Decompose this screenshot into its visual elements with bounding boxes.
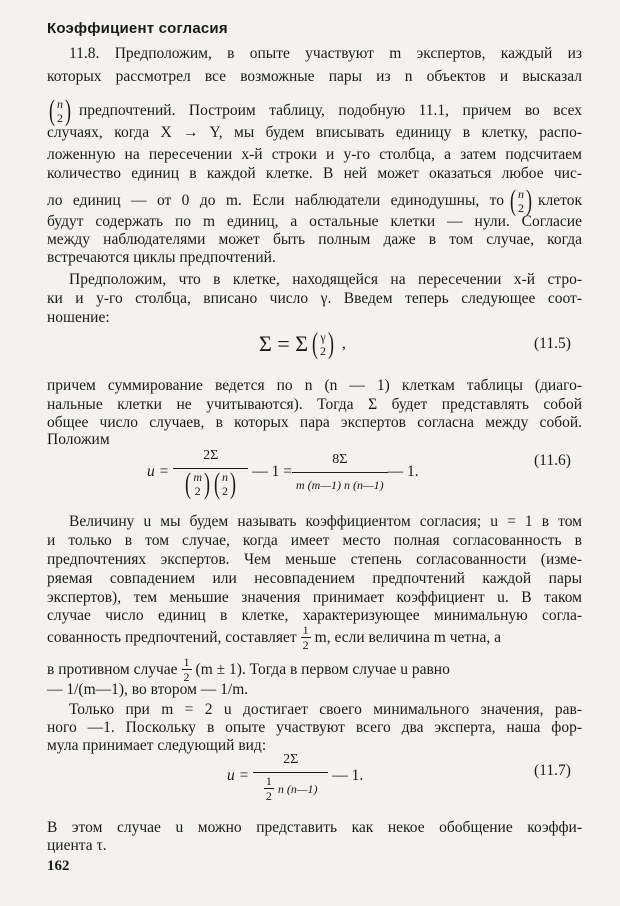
fraction-one-half: $\frac{1}{2}$ [183,655,190,684]
text-line: m, если величина m четна, а [314,628,501,646]
text-line: ношение: [47,309,110,326]
denominator: ( m 2 ) ( n 2 ) [185,466,236,500]
equation-11-6 [47,442,582,502]
text-line: клеток [538,192,582,209]
numerator: 2Σ [253,750,328,773]
text-line: ложенную на пересечении x-й строки и y-го столбца, а затем подсчитаем [47,146,582,163]
text-line: 11.8. Предположим, в опыте участвуют m экспертов, каждый из [69,45,582,62]
binomial-n-2: ( n 2 ) [49,94,71,127]
section-heading: Коэффициент согласия [47,20,228,37]
text-line-half [47,656,582,683]
text-line: будут содержать по m единиц, а остальные клетки — нули. Согласие [47,213,582,230]
text-line: между наблюдателями может быть полным даже в том случае, когда [47,231,582,248]
eq-tail: — 1. [387,463,419,480]
eq-tail: — 1. [332,767,364,784]
binomial-n-2: ( n 2 ) [510,184,532,217]
text-line: которых рассмотрел все возможные пары из n объектов и высказал [47,68,582,85]
text-line: причем суммирование ведется по n (n — 1) клеткам таблицы (диаго- [47,377,582,394]
numerator: 8Σ [292,450,388,473]
page-number: 162 [47,858,70,874]
text-line: случаях, когда X → Y, мы будем вписывать единицу в клетку, распо- [47,124,582,141]
denominator: $\frac{1}{2}$ n (n—1) [265,774,318,803]
eq-u: u = [227,767,250,784]
text-line: экспертов), тем меньшие значения принимает коэффициент u. В таком [47,589,582,606]
text-line: общее число случаев, в которых пара экспертов согласна между собой. [47,414,582,431]
text-line: Положим [47,431,110,448]
binomial-gamma-2: ( γ 2 ) [312,327,335,360]
text-line: ного —1. Поскольку в опыте участвуют всего два эксперта, наша фор- [47,719,582,736]
text-line: мула принимает следующий вид: [47,737,267,754]
eq-mid: — 1 = [252,463,292,480]
text-line-binom [47,96,582,126]
text-line: Величину u мы будем называть коэффициентом согласия; u = 1 в том [69,513,582,530]
fraction-one-half: $\frac{1}{2}$ [302,623,309,652]
text-line: количество единиц в каждой клетке. В ней может оказаться любое чис- [47,165,582,182]
text-line-half [47,624,582,651]
eq-lhs: Σ = Σ [259,331,309,356]
fraction-eq-11-7 [253,750,328,802]
equation-number: (11.7) [534,762,571,779]
numerator: 2Σ [173,446,248,469]
text-line: предпочтений. Построим таблицу, подобную 11.1, причем во всех [79,102,582,119]
text-line: циента τ. [47,837,107,854]
equation-11-5 [47,322,582,366]
text-line: Предположим, что в клетке, находящейся на пересечении x-й стро- [69,271,582,288]
text-line: случае число единиц в клетке, характеризующее минимальную согла- [47,607,582,624]
eq-u: u = [147,463,170,480]
text-line: и только в том случае, когда имеет место полная согласованность в [47,532,582,549]
text-line: сованность предпочтений, составляет [47,628,297,646]
equation-number: (11.6) [534,452,571,469]
text-line: нальные клетки не учитываются). Тогда Σ будет представлять собой [47,396,582,413]
text-line: в противном случае [47,660,178,678]
text-line: ки и y-го столбца, вписано число γ. Введем теперь следующее соот- [47,290,582,307]
equation-11-7 [47,748,582,804]
text-line: (m ± 1). Тогда в первом случае u равно [195,660,450,678]
text-line: — 1/(m—1), во втором — 1/m. [47,681,249,698]
text-line: предпочтениях экспертов. Чем меньше степень согласованности (изме- [47,551,582,568]
fraction-1 [173,446,248,499]
fraction-2 [296,450,384,495]
denominator: m (m—1) n (n—1) [296,477,384,492]
equation-number: (11.5) [534,335,571,352]
text-line: В этом случае u можно представить как некое обобщение коэффи- [47,819,582,836]
text-line: Только при m = 2 u достигает своего минимального значения, рав- [69,701,582,718]
eq-tail: , [342,335,346,352]
text-line: ло единиц — от 0 до m. Если наблюдатели единодушны, то [47,192,504,209]
text-line: ряемая совпадением или несовпадением предпочтений каждой пары [47,570,582,587]
text-line: встречаются циклы предпочтений. [47,249,276,266]
